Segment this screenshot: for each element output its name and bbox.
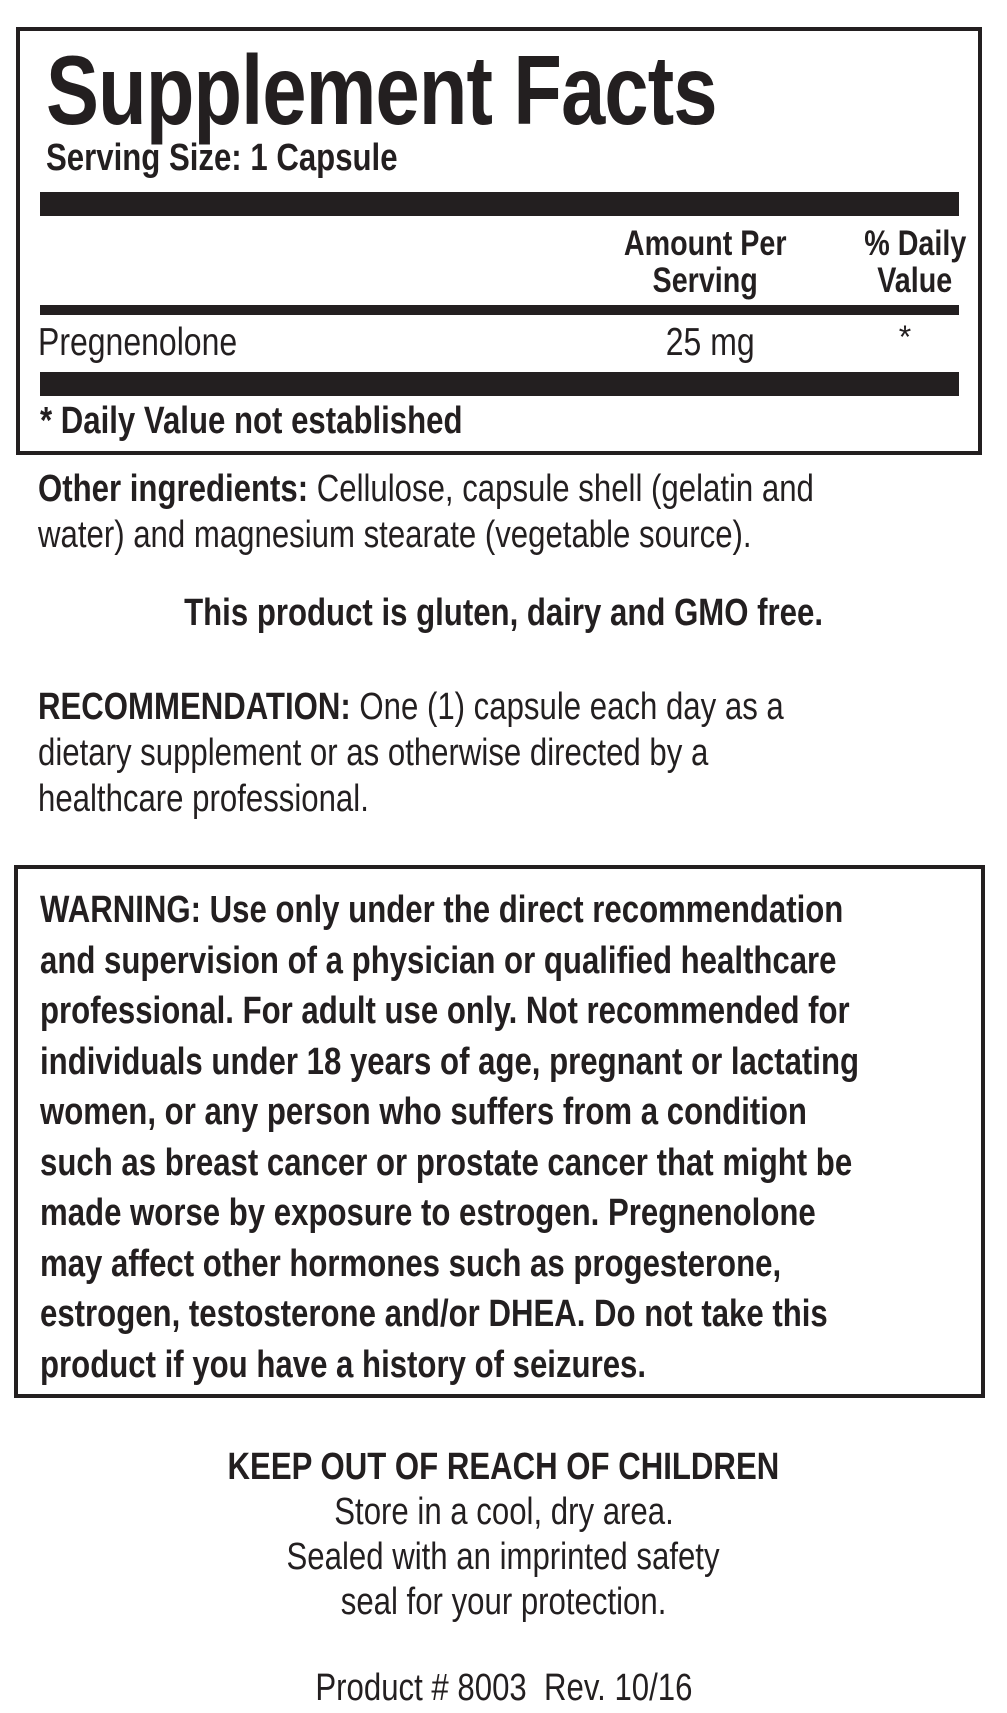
warning-line: product if you have a history of seizures. xyxy=(40,1343,647,1386)
recommendation-line1 xyxy=(38,684,784,730)
warning-line: estrogen, testosterone and/or DHEA. Do not take this xyxy=(40,1293,828,1335)
recommendation-line3: healthcare professional. xyxy=(38,778,369,820)
warning-line: WARNING: Use only under the direct recommendation xyxy=(40,889,844,931)
warning-line: women, or any person who suffers from a condition xyxy=(40,1091,807,1133)
supplement-facts-panel xyxy=(16,27,982,455)
keep-out-text: KEEP OUT OF REACH OF CHILDREN xyxy=(227,1446,780,1488)
ingredient-daily-value: * xyxy=(898,319,912,355)
other-ingredients-line2: water) and magnesium stearate (vegetable source). xyxy=(38,514,752,556)
amount-per-serving-header xyxy=(580,225,830,299)
keep-out-of-reach xyxy=(0,1445,1007,1489)
gmo-free-statement xyxy=(0,590,1007,636)
warning-box xyxy=(14,865,985,1398)
dv-header-line2: Value xyxy=(877,261,953,300)
recommendation-label: RECOMMENDATION: xyxy=(38,686,351,728)
other-ingredients-line1 xyxy=(38,466,814,512)
other-ingredients-text1: Cellulose, capsule shell (gelatin and xyxy=(308,468,814,510)
facts-title: Supplement Facts xyxy=(46,35,717,145)
warning-line: individuals under 18 years of age, pregnant or lactating xyxy=(40,1040,860,1083)
safety-seal-line2 xyxy=(0,1580,1007,1624)
ingredient-amount-value: 25 mg xyxy=(665,321,755,364)
product-number-text: Product # 8003 Rev. 10/16 xyxy=(314,1667,693,1709)
serving-size: Serving Size: 1 Capsule xyxy=(46,137,398,179)
amount-header-line2: Serving xyxy=(652,261,758,300)
other-ingredients xyxy=(38,466,984,558)
gmo-free-text: This product is gluten, dairy and GMO free. xyxy=(184,592,823,634)
warning-line: and supervision of a physician or qualified healthcare xyxy=(40,939,837,982)
safety-seal-line1 xyxy=(0,1535,1007,1579)
storage-instruction xyxy=(0,1490,1007,1534)
warning-line: made worse by exposure to estrogen. Pregnenolone xyxy=(40,1192,816,1234)
thick-divider-bottom xyxy=(40,372,959,396)
recommendation-line2: dietary supplement or as otherwise directed by a xyxy=(38,732,709,774)
ingredient-name: Pregnenolone xyxy=(38,321,238,364)
storage-text: Store in a cool, dry area. xyxy=(333,1491,674,1533)
safety-seal-text1: Sealed with an imprinted safety xyxy=(286,1536,721,1578)
amount-header-line1: Amount Per xyxy=(623,224,787,263)
ingredient-amount xyxy=(600,321,820,365)
medium-divider xyxy=(40,305,959,315)
warning-text xyxy=(40,885,1007,1390)
product-number xyxy=(0,1666,1007,1710)
safety-seal-text2: seal for your protection. xyxy=(340,1581,667,1623)
other-ingredients-label: Other ingredients: xyxy=(38,468,309,510)
daily-value-header xyxy=(820,225,1007,299)
daily-value-footnote: * Daily Value not established xyxy=(40,400,463,442)
recommendation xyxy=(38,684,947,822)
warning-line: professional. For adult use only. Not recommended for xyxy=(40,990,850,1032)
thick-divider-top xyxy=(40,192,959,216)
warning-line: may affect other hormones such as progesterone, xyxy=(40,1242,782,1285)
warning-line: such as breast cancer or prostate cancer that might be xyxy=(40,1141,853,1184)
recommendation-text1: One (1) capsule each day as a xyxy=(350,686,784,728)
dv-header-line1: % Daily xyxy=(863,224,967,263)
